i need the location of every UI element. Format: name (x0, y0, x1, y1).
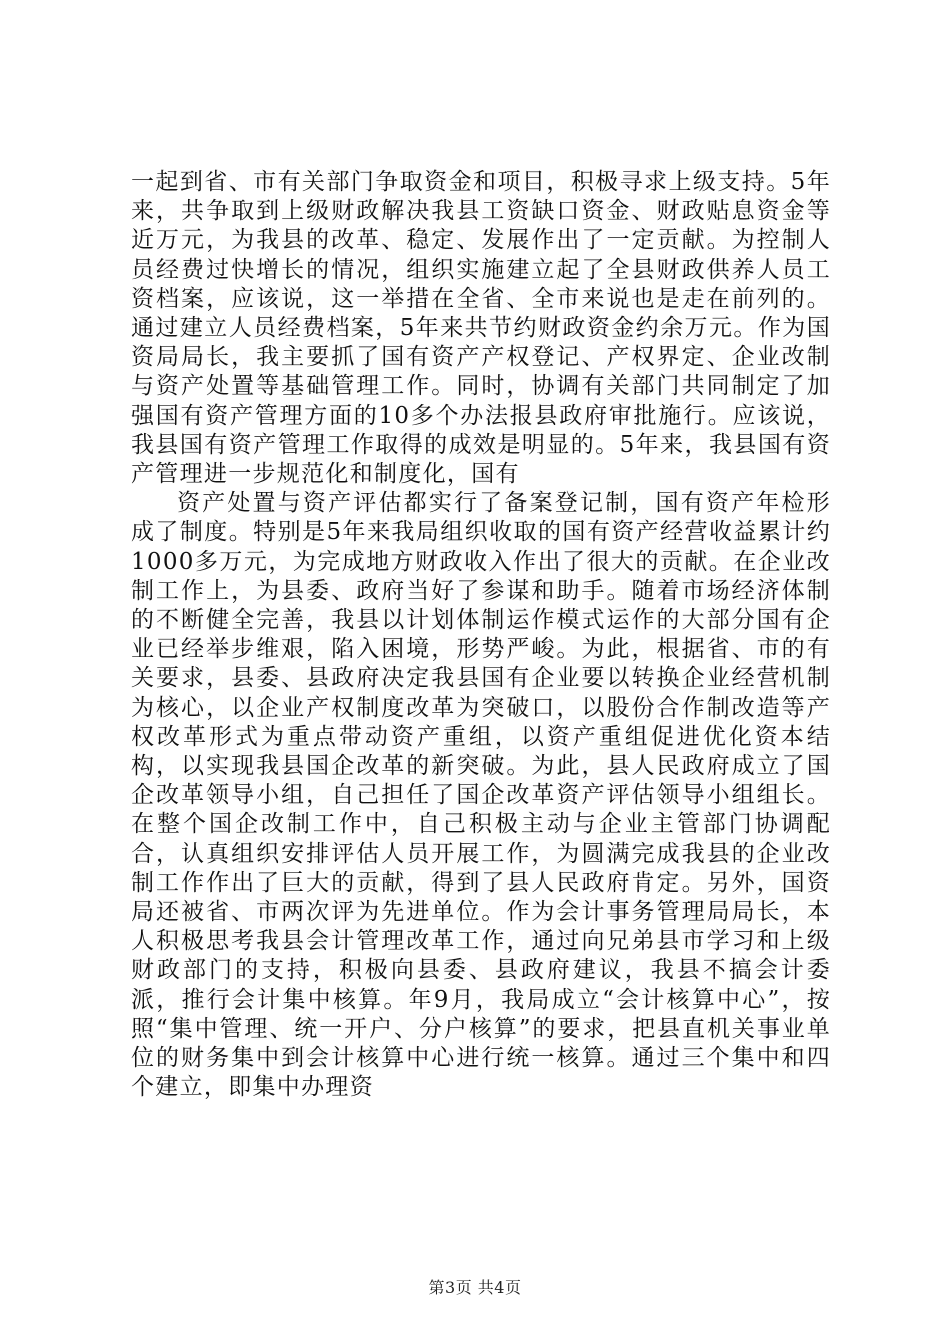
document-body (131, 168, 831, 1103)
page-footer: 第3页 共4页 (428, 1278, 522, 1297)
paragraph-1: 一起到省、市有关部门争取资金和项目，积极寻求上级支持。5年来，共争取到上级财政解决我县工资缺口资金、财政贴息资金等近万元，为我县的改革、稳定、发展作出了一定贡献。为控制人员经费过快增长的情况，组织实施建立起了全县财政供养人员工资档案，应该说，这一举措在全省、全市来说也是走在前列的。通过建立人员经费档案，5年来共节约财政资金约余万元。作为国资局局长，我主要抓了国有资产产权登记、产权界定、企业改制与资产处置等基础管理工作。同时，协调有关部门共同制定了加强国有资产管理方面的10多个办法报县政府审批施行。应该说，我县国有资产管理工作取得的成效是明显的。5年来，我县国有资产管理进一步规范化和制度化，国有 (131, 169, 831, 488)
paragraph-2: 资产处置与资产评估都实行了备案登记制，国有资产年检形成了制度。特别是5年来我局组织收取的国有资产经营收益累计约1000多万元，为完成地方财政收入作出了很大的贡献。在企业改制工作上，为县委、政府当好了参谋和助手。随着市场经济体制的不断健全完善，我县以计划体制运作模式运作的大部分国有企业已经举步维艰，陷入困境，形势严峻。为此，根据省、市的有关要求，县委、县政府决定我县国有企业要以转换企业经营机制为核心，以企业产权制度改革为突破口，以股份合作制改造等产权改革形式为重点带动资产重组，以资产重组促进优化资本结构，以实现我县国企改革的新突破。为此，县人民政府成立了国企改革领导小组，自己担任了国企改革资产评估领导小组组长。在整个国企改制工作中，自己积极主动与企业主管部门协调配合，认真组织安排评估人员开展工作，为圆满完成我县的企业改制工作作出了巨大的贡献，得到了县人民政府肯定。另外，国资局还被省、市两次评为先进单位。作为会计事务管理局局长，本人积极思考我县会计管理改革工作，通过向兄弟县市学习和上级财政部门的支持，积极向县委、县政府建议，我县不搞会计委派，推行会计集中核算。年9月，我局成立“会计核算中心”，按照“集中管理、统一开户、分户核算”的要求，把县直机关事业单位的财务集中到会计核算中心进行统一核算。通过三个集中和四个建立，即集中办理资 (131, 490, 831, 1101)
